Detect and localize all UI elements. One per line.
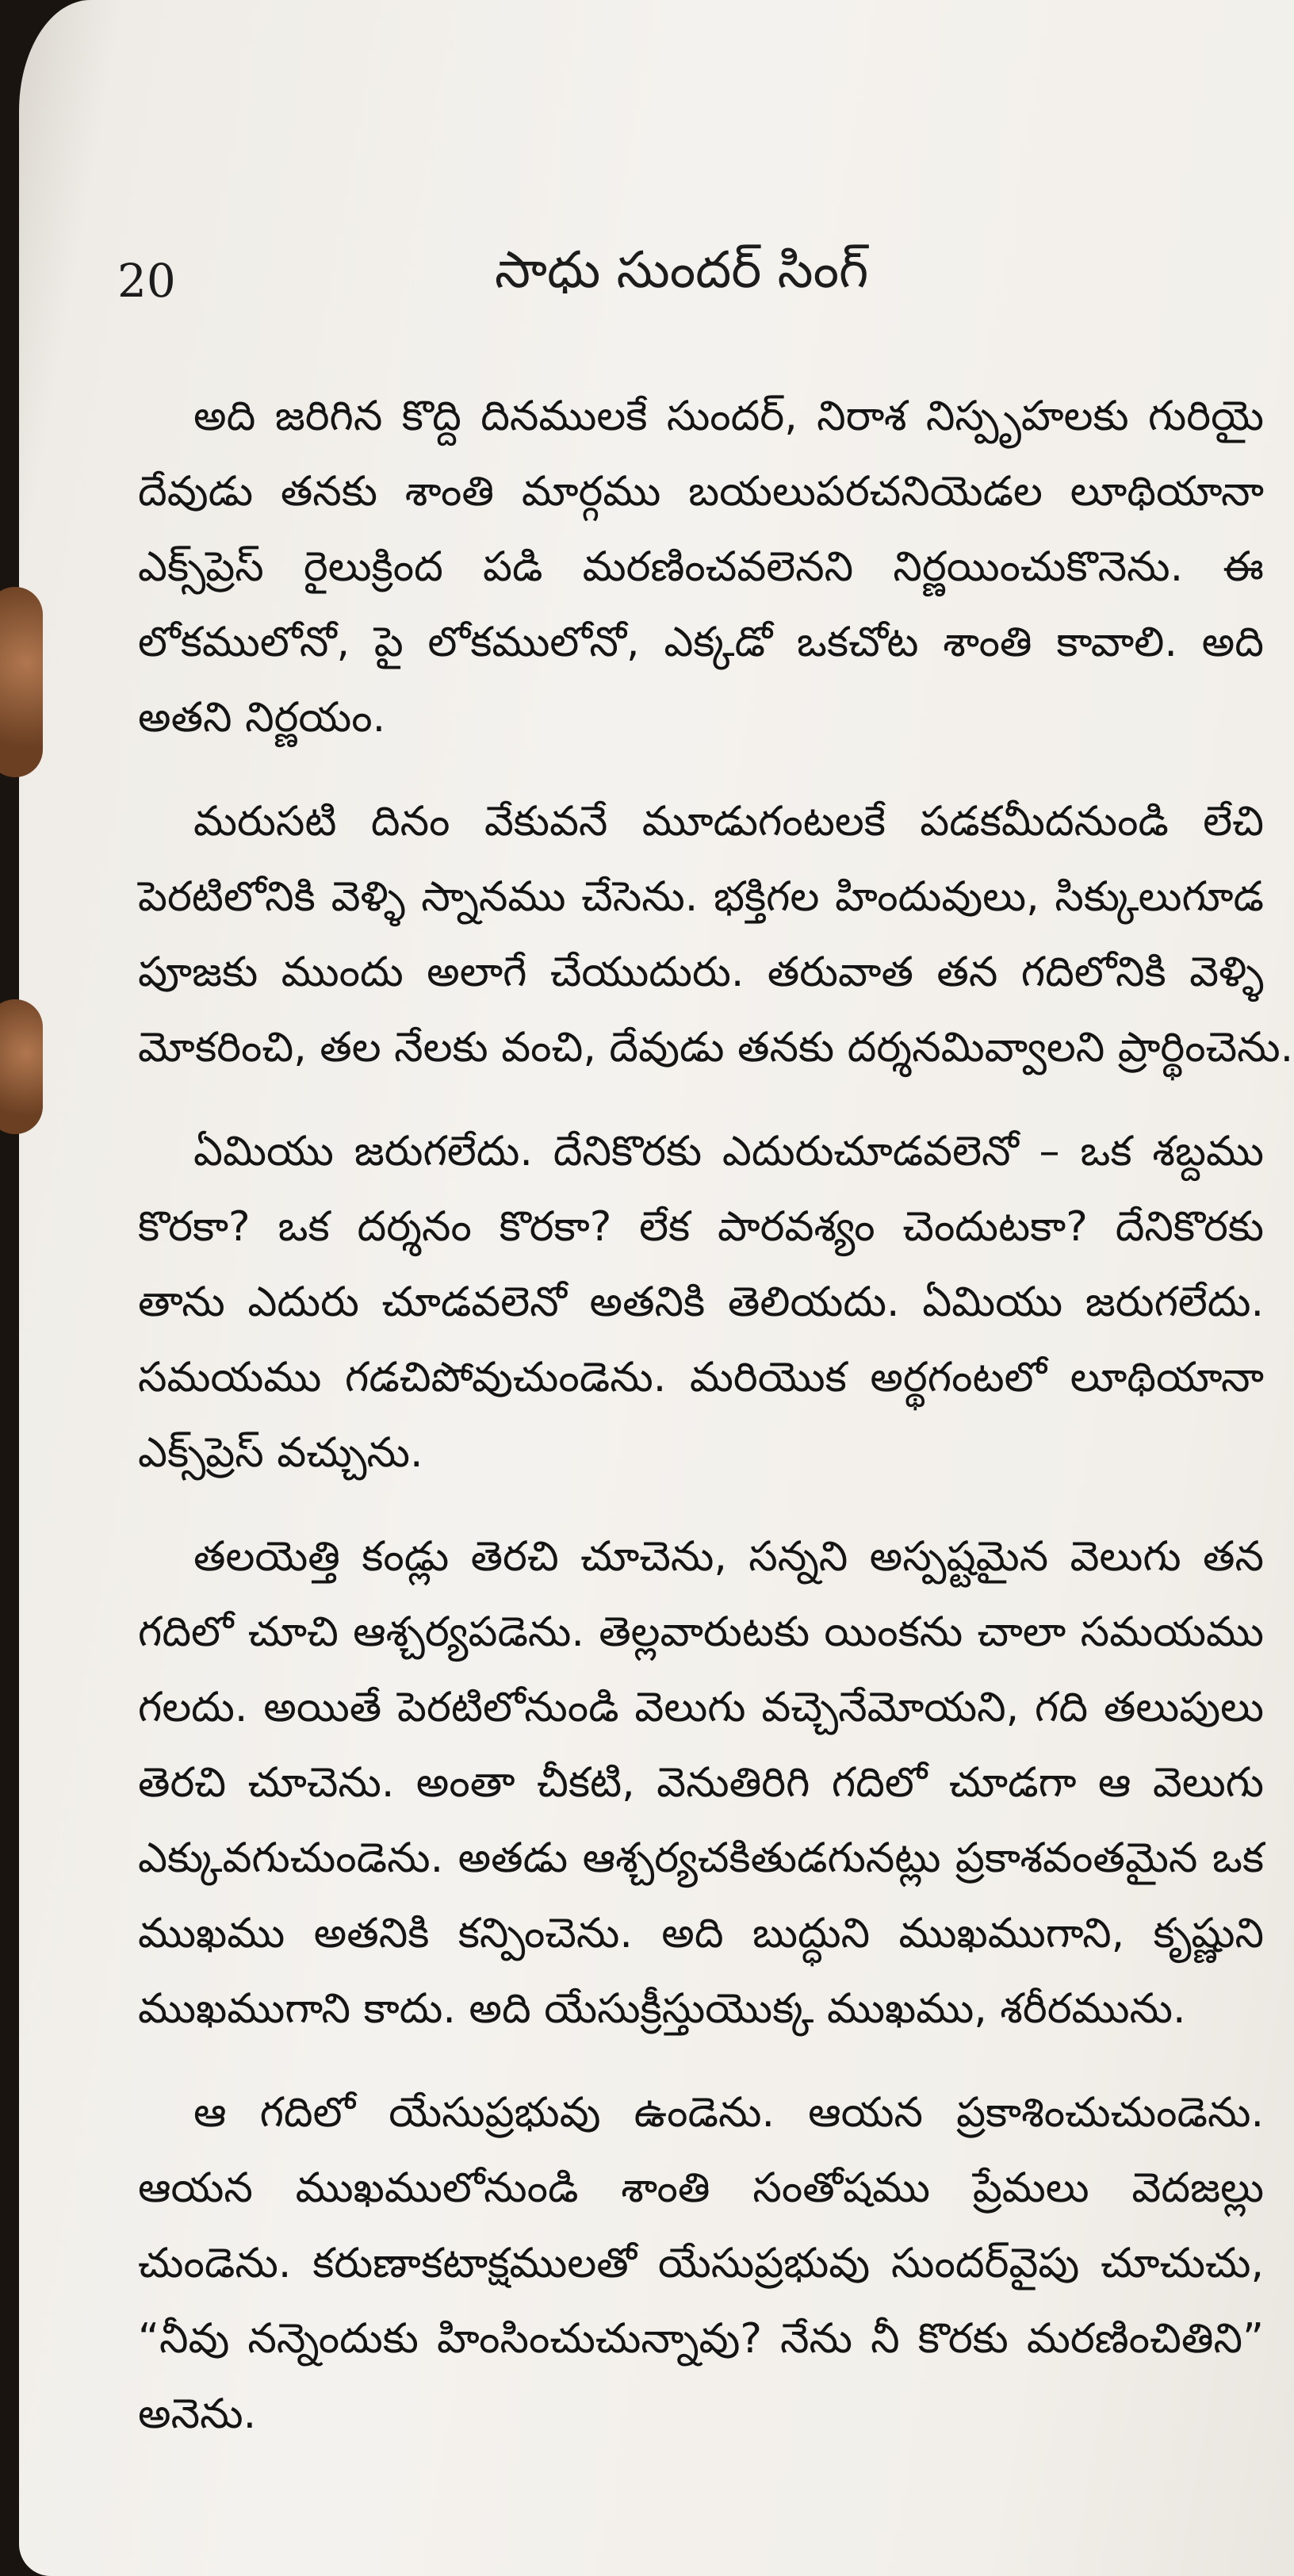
text-line: సమయము గడచిపోవుచుండెను. మరియొక అర్థగంటలో లూథియానా	[138, 1354, 1264, 1401]
text-line: తెరచి చూచెను. అంతా చీకటి, వెనుతిరిగి గదిలో చూడగా ఆ వెలుగు	[138, 1759, 1264, 1807]
text-line: ఎక్కువగుచుండెను. అతడు ఆశ్చర్యచకితుడగునట్లు ప్రకాశవంతమైన ఒక	[138, 1834, 1264, 1882]
running-title: సాధు సుందర్ సింగ్	[495, 241, 869, 300]
text-line: అది జరిగిన కొద్ది దినములకే సుందర్, నిరాశ నిస్పృహలకు గురియై	[193, 393, 1264, 440]
text-line: ఎక్స్‌ప్రెస్ రైలుక్రింద పడి మరణించవలెనని నిర్ణయించుకొనెను. ఈ	[138, 543, 1264, 591]
text-line: తలయెత్తి కండ్లు తెరచి చూచెను, సన్నని అస్పష్టమైన వెలుగు తన	[193, 1533, 1264, 1581]
text-line: గదిలో చూచి ఆశ్చర్యపడెను. తెల్లవారుటకు యింకను చాలా సమయము	[138, 1608, 1264, 1656]
text-line: అనెను.	[138, 2390, 257, 2438]
text-line: ఎక్స్‌ప్రెస్ వచ్చును.	[138, 1429, 423, 1477]
paragraph	[138, 784, 1294, 1086]
text-line: ఏమియు జరుగలేదు. దేనికొరకు ఎదురుచూడవలెనో – ఒక శబ్దము	[193, 1128, 1264, 1175]
text-line: పెరటిలోనికి వెళ్ళి స్నానము చేసెను. భక్తిగల హిందువులు, సిక్కులుగూడ	[138, 873, 1264, 921]
text-line: తాను ఎదురు చూడవలెనో అతనికి తెలియదు. ఏమియు జరుగలేదు.	[138, 1278, 1264, 1326]
text-line: దేవుడు తనకు శాంతి మార్గము బయలుపరచనియెడల లూథియానా	[138, 468, 1264, 516]
text-line: మరుసటి దినం వేకువనే మూడుగంటలకే పడకమీదనుండి లేచి	[193, 798, 1264, 845]
text-line: అతని నిర్ణయం.	[138, 694, 386, 742]
paragraph	[138, 1114, 1264, 1491]
thumb-edge	[0, 587, 43, 777]
text-line: “నీవు నన్నెందుకు హింసించుచున్నావు? నేను నీ కొరకు మరణించితిని”	[138, 2315, 1264, 2363]
text-line: పూజకు ముందు అలాగే చేయుదురు. తరువాత తన గదిలోనికి వెళ్ళి	[138, 949, 1264, 996]
paragraph	[138, 379, 1264, 756]
text-line: గలదు. అయితే పెరటిలోనుండి వెలుగు వచ్చెనేమోయని, గది తలుపులు	[138, 1684, 1264, 1731]
text-line: లోకములోనో, పై లోకములోనో, ఎక్కడో ఒకచోట శాంతి కావాలి. అది	[138, 619, 1264, 666]
page-number: 20	[117, 254, 176, 308]
text-line: ఆ గదిలో యేసుప్రభువు ఉండెను. ఆయన ప్రకాశించుచుండెను.	[193, 2089, 1264, 2137]
text-line: మోకరించి, తల నేలకు వంచి, దేవుడు తనకు దర్శనమివ్వాలని ప్రార్థించెను.	[138, 1024, 1294, 1071]
text-line: కొరకా? ఒక దర్శనం కొరకా? లేక పారవశ్యం చెందుటకా? దేనికొరకు	[138, 1203, 1264, 1251]
finger-edge	[0, 999, 43, 1134]
paragraph	[138, 2076, 1264, 2452]
text-line: చుండెను. కరుణాకటాక్షములతో యేసుప్రభువు సుందర్‌వైపు చూచుచు,	[138, 2240, 1264, 2287]
paragraph	[138, 1520, 1264, 2047]
text-line: ఆయన ముఖములోనుండి శాంతి సంతోషము ప్రేమలు వెదజల్లు	[138, 2164, 1264, 2212]
body-text	[138, 379, 1294, 2481]
text-line: ముఖము అతనికి కన్పించెను. అది బుద్ధుని ముఖముగాని, కృష్ణుని	[138, 1910, 1264, 1957]
book-page	[19, 0, 1294, 2576]
page-header	[19, 230, 1294, 325]
text-line: ముఖముగాని కాదు. అది యేసుక్రీస్తుయొక్క ముఖము, శరీరమును.	[138, 1985, 1186, 2033]
